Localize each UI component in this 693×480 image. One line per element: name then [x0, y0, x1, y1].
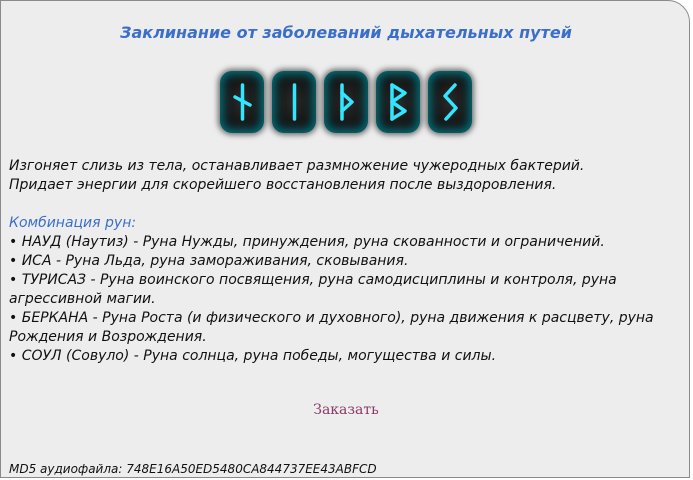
description-line: Придает энергии для скорейшего восстановления после выздоровления. — [9, 177, 557, 193]
order-section — [1, 399, 691, 418]
page-title: Заклинание от заболеваний дыхательных путей — [120, 23, 572, 42]
order-link[interactable]: Заказать — [313, 402, 379, 418]
rune-list-item: • СОУЛ (Совуло) - Руна солнца, руна победы, могущества и силы. — [9, 348, 497, 364]
spell-description — [9, 157, 681, 366]
isa-rune-icon — [272, 71, 316, 133]
rune-list-item: • ИСА - Руна Льда, руна замораживания, сковывания. — [9, 253, 409, 269]
rune-image-strip — [220, 71, 472, 137]
thurisaz-rune-icon — [324, 71, 368, 133]
description-line: Изгоняет слизь из тела, останавливает размножение чужеродных бактерий. — [9, 158, 585, 174]
combination-heading: Комбинация рун: — [9, 215, 137, 231]
rune-list-item: • БЕРКАНА - Руна Роста (и физического и духовного), руна движения к расцвету, руна Рождения и Возрождения. — [9, 310, 654, 345]
naudiz-rune-icon — [220, 71, 264, 133]
md5-checksum: MD5 аудиофайла: 748E16A50ED5480CA844737EE43ABFCD — [9, 462, 377, 476]
rune-list-item: • НАУД (Наутиз) - Руна Нужды, принуждения, руна скованности и ограничений. — [9, 234, 605, 250]
rune-list-item: • ТУРИСАЗ - Руна воинского посвящения, руна самодисциплины и контроля, руна агрессивной магии. — [9, 272, 617, 307]
berkana-rune-icon — [376, 71, 420, 133]
sowulo-rune-icon — [428, 71, 472, 133]
